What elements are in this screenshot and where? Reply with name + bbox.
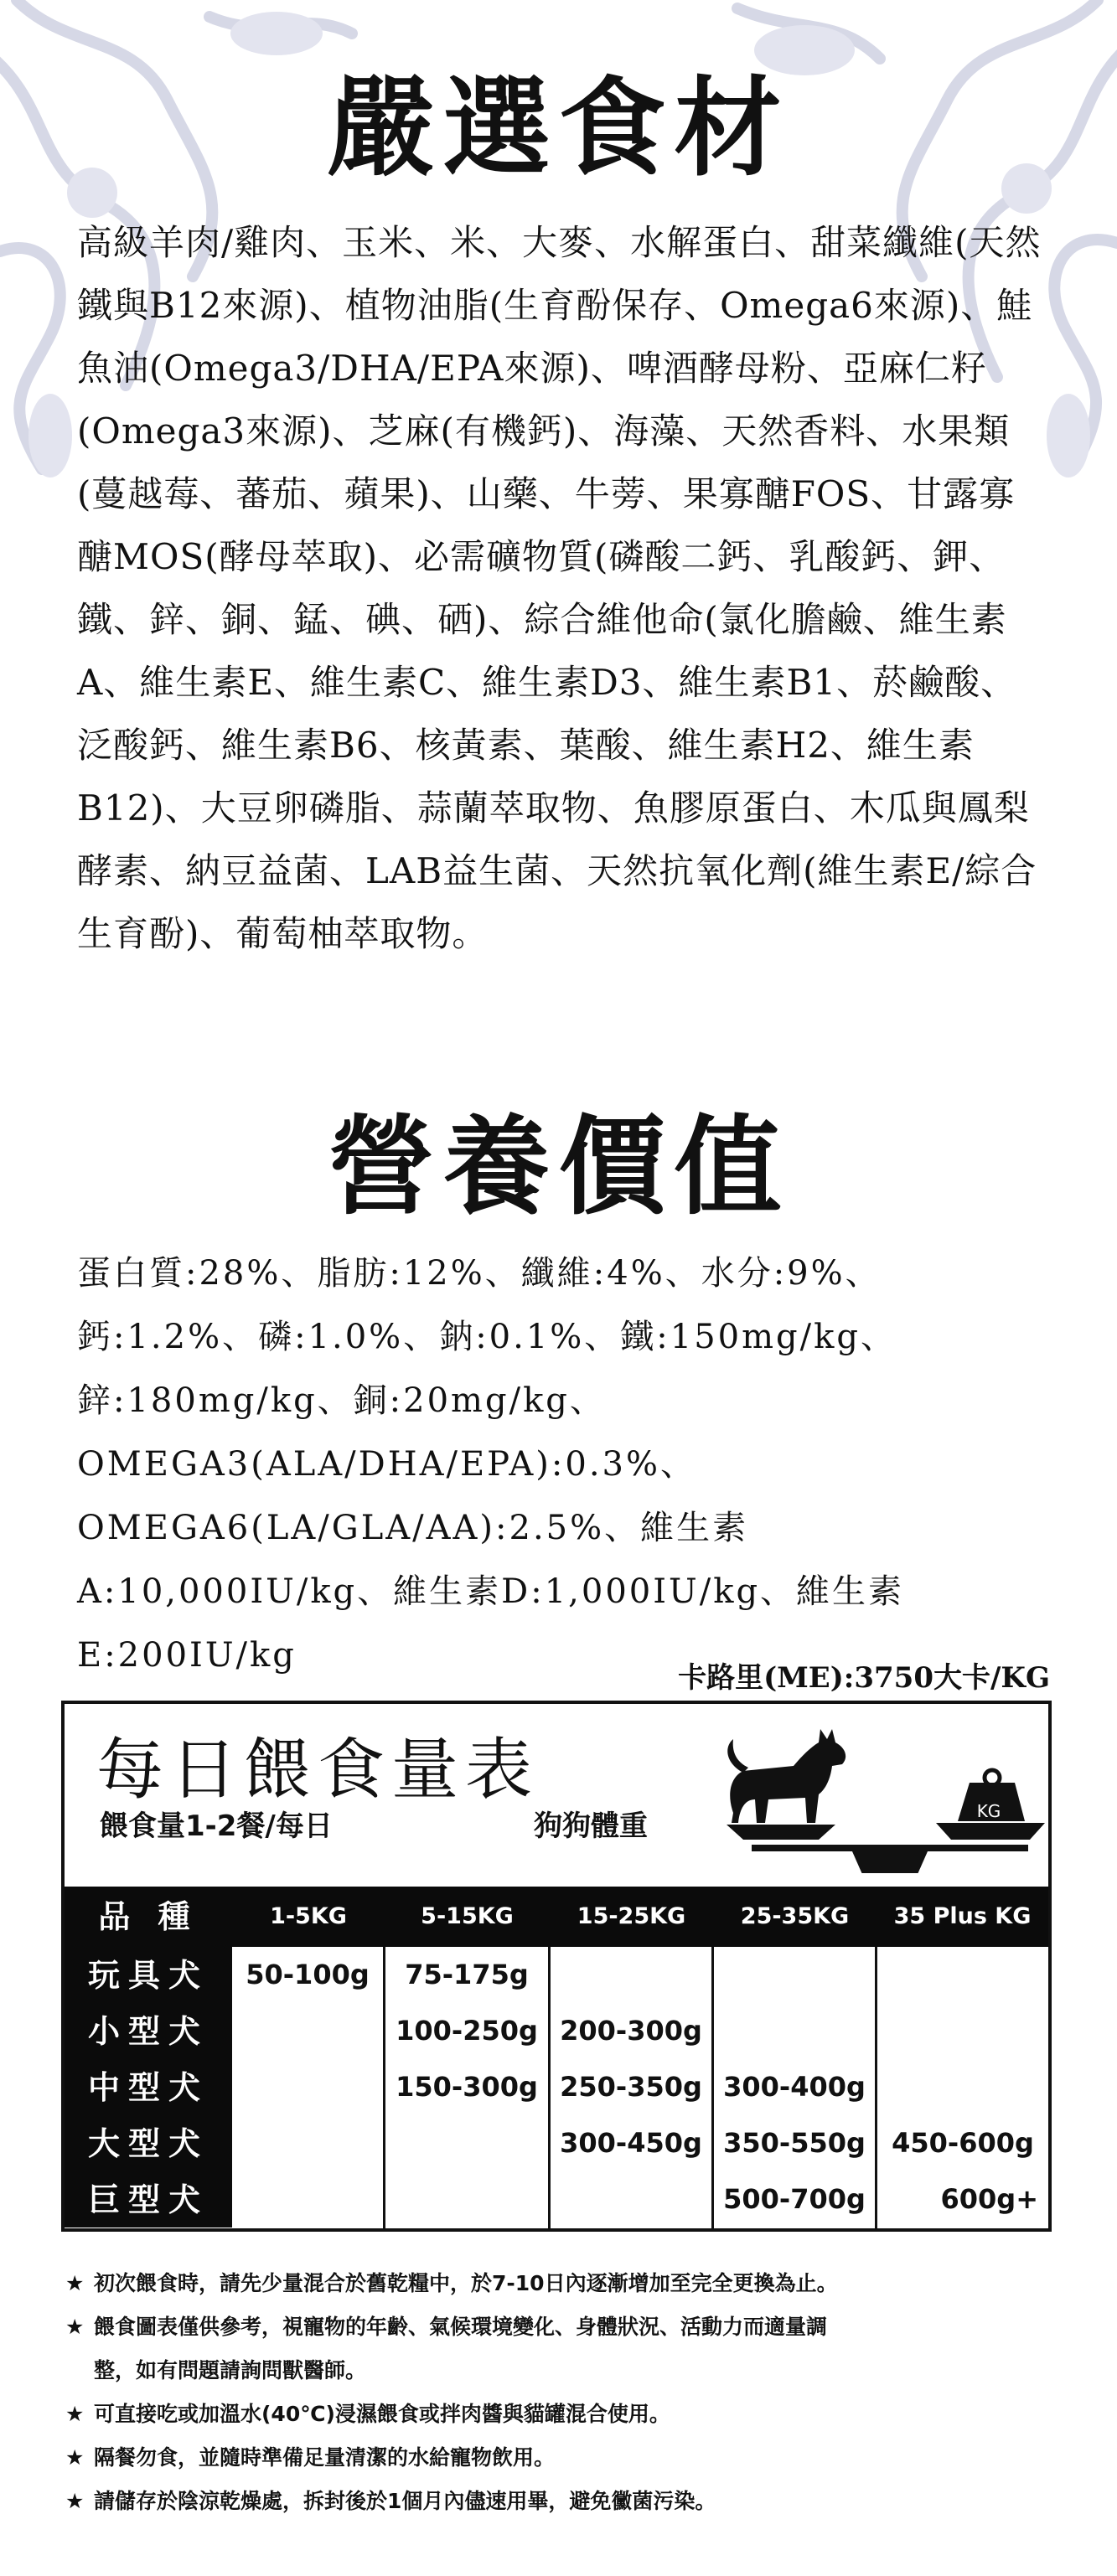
nutrition-section — [0, 1081, 1117, 1235]
table-cell: 300-450g — [560, 2127, 702, 2159]
note-text: 隔餐勿食，並隨時準備足量清潔的水給寵物飲用。 — [94, 2445, 556, 2470]
note-item — [65, 2393, 1054, 2436]
nutrition-text: 蛋白質:28%、脂肪:12%、纖維:4%、水分:9%、鈣:1.2%、磷:1.0%、鈉:0.1%、鐵:150mg/kg、鋅:180mg/kg、銅:20mg/kg、OMEGA3(ALA/DHA/EPA):0.3%、OMEGA6(LA/GLA/AA):2.5%、維生素A:10,000IU/kg、維生素D:1,000IU/kg、維生素E:200IU/kg — [77, 1254, 905, 1675]
weight-label: 狗狗體重 — [534, 1809, 648, 1843]
table-cell: 450-600g — [892, 2127, 1034, 2159]
type-header: 品 種 — [98, 1897, 199, 1935]
feeding-grid — [65, 1887, 1048, 2228]
row-type-label: 小型犬 — [65, 2003, 232, 2059]
star-icon: ★ — [65, 2489, 85, 2513]
table-cell: 100-250g — [396, 2015, 538, 2047]
note-item — [65, 2262, 1054, 2305]
ingredients-text: 高級羊肉/雞肉、玉米、米、大麥、水解蛋白、甜菜纖維(天然鐵與B12來源)、植物油脂(生育酚保存、Omega6來源)、鮭魚油(Omega3/DHA/EPA來源)、啤酒酵母粉、亞麻仁籽(Omega3來源)、芝麻(有機鈣)、海藻、天然香料、水果類(蔓越莓、蕃茄、蘋果)、山藥、牛蒡、果寡醣FOS、甘露寡醣MOS(酵母萃取)、必需礦物質(磷酸二鈣、乳酸鈣、鉀、鐵、鋅、銅、錳、碘、硒)、綜合維他命(氯化膽鹼、維生素A、維生素E、維生素C、維生素D3、維生素B1、菸鹼酸、泛酸鈣、維生素B6、核黃素、葉酸、維生素H2、維生素B12)、大豆卵磷脂、蒜蘭萃取物、魚膠原蛋白、木瓜與鳳梨酵素、納豆益菌、LAB益生菌、天然抗氧化劑(維生素E/綜合生育酚)、葡萄柚萃取物。 — [77, 222, 1042, 954]
note-text: 餵食圖表僅供參考，視寵物的年齡、氣候環境變化、身體狀況、活動力而適量調 — [94, 2315, 828, 2339]
col-header: 35 Plus KG — [893, 1903, 1032, 1929]
feeding-table-title: 每日餵食量表 — [96, 1731, 539, 1809]
note-item — [65, 2480, 1054, 2523]
feeding-table — [61, 1701, 1052, 2232]
table-cell: 75-175g — [405, 1959, 529, 1990]
star-icon: ★ — [65, 2402, 85, 2426]
ingredients-section — [0, 42, 1117, 196]
row-type-label: 巨型犬 — [65, 2171, 232, 2228]
ingredients-title: 嚴選食材 — [327, 65, 790, 191]
table-header — [65, 1887, 1048, 1947]
note-text: 初次餵食時，請先少量混合於舊乾糧中，於7-10日內逐漸增加至完全更換為止。 — [94, 2271, 838, 2295]
row-type-label: 中型犬 — [65, 2059, 232, 2115]
table-cell: 50-100g — [246, 1959, 370, 1990]
feeding-notes — [65, 2262, 1054, 2523]
table-cell: 600g+ — [940, 2183, 1038, 2215]
dog-scale-icon — [693, 1714, 1053, 1873]
feeding-table-subtitle: 餵食量1-2餐/每日 — [100, 1809, 333, 1843]
col-header: 25-35KG — [740, 1903, 850, 1929]
table-cell: 150-300g — [396, 2071, 538, 2103]
note-text: 可直接吃或加溫水(40℃)浸濕餵食或拌肉醬與貓罐混合使用。 — [94, 2402, 670, 2426]
note-text: 請儲存於陰涼乾燥處，拆封後於1個月內儘速用畢，避免黴菌污染。 — [94, 2489, 716, 2513]
star-icon: ★ — [65, 2271, 85, 2295]
note-item — [65, 2305, 1054, 2393]
table-cell: 350-550g — [723, 2127, 866, 2159]
nutrition-title: 營養價值 — [327, 1104, 790, 1230]
row-type-label: 玩具犬 — [65, 1947, 232, 2003]
scale-badge: KG — [976, 1801, 1001, 1821]
table-cell: 500-700g — [723, 2183, 866, 2215]
col-header: 1-5KG — [270, 1903, 347, 1929]
star-icon: ★ — [65, 2315, 85, 2339]
note-text-continued: 整，如有問題請詢問獸醫師。 — [94, 2358, 367, 2382]
table-cell: 200-300g — [560, 2015, 702, 2047]
note-item — [65, 2436, 1054, 2480]
col-header: 5-15KG — [421, 1903, 514, 1929]
col-header: 15-25KG — [577, 1903, 686, 1929]
table-cell: 300-400g — [723, 2071, 866, 2103]
dog-silhouette-icon — [727, 1729, 846, 1823]
calorie-label: 卡路里(ME):3750大卡/KG — [678, 1661, 1050, 1695]
table-cell: 250-350g — [560, 2071, 702, 2103]
star-icon: ★ — [65, 2445, 85, 2470]
row-type-label: 大型犬 — [65, 2115, 232, 2171]
